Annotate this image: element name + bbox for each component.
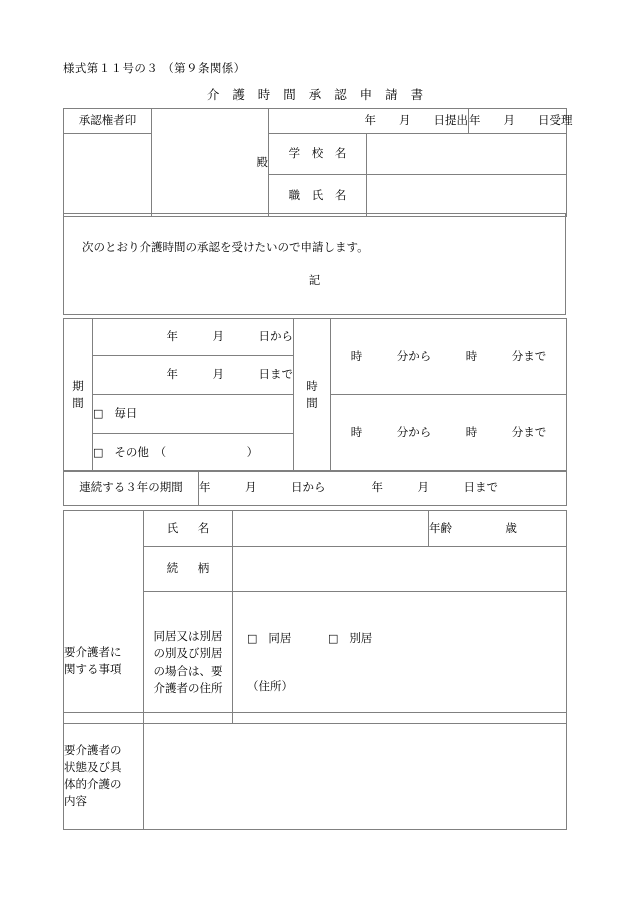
- period-option-other-label: その他 （ ）: [114, 444, 259, 459]
- receipt-date-label[interactable]: 年 月 日受理: [469, 109, 567, 134]
- approver-seal-label: 承認権者印: [64, 109, 152, 134]
- condition-label-line2: 状態及び具: [64, 759, 122, 774]
- header-table: [63, 108, 573, 217]
- statement-table: [63, 213, 566, 315]
- statement-text: 次のとおり介護時間の承認を受けたいので申請します。: [82, 239, 369, 254]
- table-row: [64, 109, 567, 134]
- three-year-table: [63, 470, 567, 506]
- table-row: [64, 134, 567, 175]
- period-option-daily[interactable]: [93, 395, 294, 434]
- person-age-cell[interactable]: [429, 511, 567, 547]
- person-relation-field[interactable]: [233, 547, 567, 592]
- checkbox-icon[interactable]: □: [93, 445, 104, 459]
- person-name-label: 氏 名: [144, 511, 233, 547]
- residence-options[interactable]: [233, 630, 566, 648]
- person-residence-label-line2: の別及び別居: [153, 646, 223, 661]
- three-year-range-field[interactable]: 年 月 日から 年 月 日まで: [199, 471, 567, 506]
- checkbox-icon[interactable]: □: [327, 631, 339, 645]
- person-table: [63, 510, 567, 724]
- person-name-field[interactable]: [233, 511, 429, 547]
- condition-label: [64, 713, 144, 830]
- period-option-daily-label: 毎日: [114, 406, 138, 421]
- position-name-field[interactable]: [367, 175, 567, 217]
- residence-address-label: （住所）: [247, 679, 293, 694]
- position-name-label: 職 氏 名: [269, 175, 367, 217]
- form-code: 様式第１１号の３ （第９条関係）: [63, 61, 246, 75]
- period-option-other[interactable]: [93, 434, 294, 472]
- page-title: 介 護 時 間 承 認 申 請 書: [206, 87, 428, 102]
- table-row: [64, 214, 566, 315]
- time-label-line2: 間: [306, 396, 318, 410]
- person-section-label: [64, 511, 144, 724]
- time-range-row-1[interactable]: 時 分から 時 分まで: [331, 319, 567, 395]
- approver-seal-field[interactable]: [64, 134, 152, 217]
- table-row: [64, 511, 567, 547]
- addressee-cell[interactable]: 殿: [152, 109, 269, 217]
- statement-ki: 記: [308, 273, 321, 287]
- time-label: [294, 319, 331, 472]
- person-relation-label: 続 柄: [144, 547, 233, 592]
- person-residence-label: [144, 592, 233, 724]
- submit-date-label[interactable]: 年 月 日提出: [269, 109, 469, 134]
- school-name-label: 学 校 名: [269, 134, 367, 175]
- statement-cell: [64, 214, 566, 315]
- period-table: [63, 318, 567, 472]
- residence-option-separate-label: 別居: [349, 630, 373, 645]
- person-residence-label-line1: 同居又は別居: [153, 629, 223, 643]
- person-residence-label-line4: 介護者の住所: [153, 680, 223, 695]
- person-age-unit: 歳: [505, 520, 517, 535]
- checkbox-icon[interactable]: □: [93, 407, 104, 421]
- person-section-label-line2: 関する事項: [64, 662, 122, 676]
- person-age-label: 年齢: [429, 520, 452, 535]
- person-residence-cell: [233, 592, 567, 724]
- period-label-line1: 期: [72, 378, 84, 393]
- table-row: [64, 713, 567, 830]
- checkbox-icon[interactable]: □: [247, 631, 258, 645]
- period-label-line2: 間: [72, 396, 84, 410]
- table-row: [64, 471, 567, 506]
- time-label-line1: 時: [306, 378, 318, 393]
- person-residence-label-line3: の場合は、要: [153, 663, 223, 678]
- residence-option-together-label: 同居: [268, 630, 292, 645]
- person-section-label-line1: 要介護者に: [64, 644, 122, 659]
- condition-field[interactable]: [144, 713, 567, 830]
- table-row: [64, 319, 567, 356]
- period-label: [64, 319, 93, 472]
- condition-label-line1: 要介護者の: [64, 742, 122, 757]
- condition-table: [63, 712, 567, 830]
- three-year-label: 連続する３年の期間: [64, 471, 199, 506]
- period-from-field[interactable]: 年 月 日から: [93, 319, 294, 356]
- time-range-row-2[interactable]: 時 分から 時 分まで: [331, 395, 567, 472]
- condition-label-line3: 体的介護の: [64, 777, 122, 791]
- condition-label-line4: 内容: [64, 794, 87, 809]
- school-name-field[interactable]: [367, 134, 567, 175]
- period-to-field[interactable]: 年 月 日まで: [93, 356, 294, 395]
